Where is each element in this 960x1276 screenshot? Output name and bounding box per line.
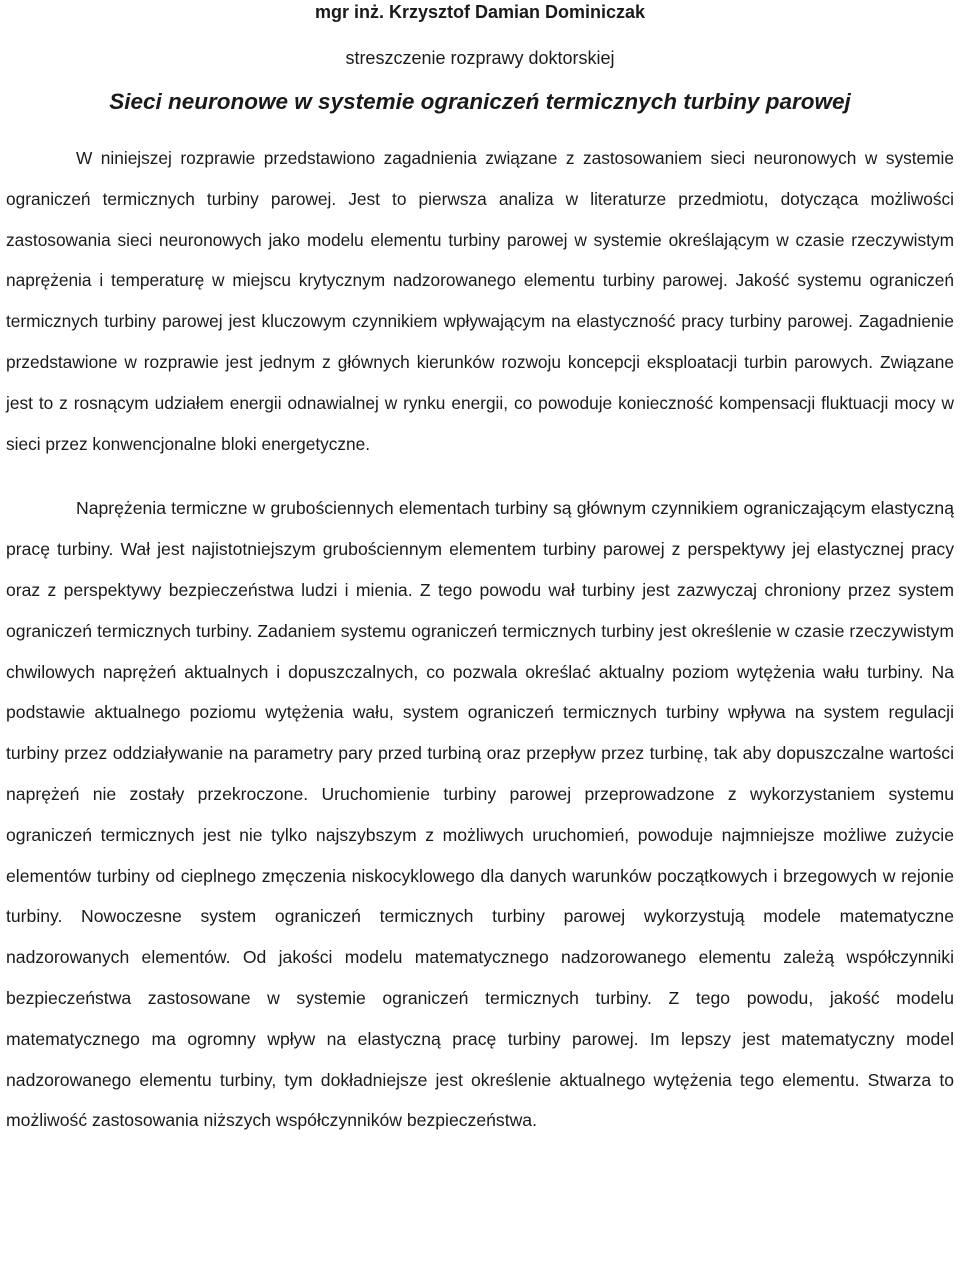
author-name: mgr inż. Krzysztof Damian Dominiczak bbox=[314, 2, 646, 22]
document-title: Sieci neuronowe w systemie ograniczeń termicznych turbiny parowej bbox=[109, 89, 851, 114]
document-subtitle: streszczenie rozprawy doktorskiej bbox=[345, 48, 615, 68]
body-paragraph-2: Naprężenia termiczne w grubościennych elementach turbiny są głównym czynnikiem ograniczającym elastyczną pracę turbiny. Wał jest najistotniejszym grubościennym elementem turbiny parowej z perspektywy jej elastycznej pracy oraz z perspektywy bezpieczeństwa ludzi i mienia. Z tego powodu wał turbiny jest zazwyczaj chroniony przez system ograniczeń termicznych turbiny. Zadaniem systemu ograniczeń termicznych turbiny jest określenie w czasie rzeczywistym chwilowych naprężeń aktualnych i dopuszczalnych, co pozwala określać aktualny poziom wytężenia wału turbiny. Na podstawie aktualnego poziomu wytężenia wału, system ograniczeń termicznych turbiny wpływa na system regulacji turbiny przez oddziaływanie na parametry pary przed turbiną oraz przepływ przez turbinę, tak aby dopuszczalne wartości naprężeń nie zostały przekroczone. Uruchomienie turbiny parowej przeprowadzone z wykorzystaniem systemu ograniczeń termicznych jest nie tylko najszybszym z możliwych uruchomień, powoduje najmniejsze możliwe zużycie elementów turbiny od cieplnego zmęczenia niskocyklowego dla danych warunków początkowych i brzegowych w rejonie turbiny. Nowoczesne system ograniczeń termicznych turbiny parowej wykorzystują modele matematyczne nadzorowanych elementów. Od jakości modelu matematycznego nadzorowanego elementu zależą współczynniki bezpieczeństwa zastosowane w systemie ograniczeń termicznych turbiny. Z tego powodu, jakość modelu matematycznego ma ogromny wpływ na elastyczną pracę turbiny parowej. Im lepszy jest matematyczny model nadzorowanego elementu turbiny, tym dokładniejsze jest określenie aktualnego wytężenia tego elementu. Stwarza to możliwość zastosowania niższych współczynników bezpieczeństwa. bbox=[6, 498, 954, 1131]
body-paragraph-1: W niniejszej rozprawie przedstawiono zagadnienia związane z zastosowaniem sieci neuronowych w systemie ograniczeń termicznych turbiny parowej. Jest to pierwsza analiza w literaturze przedmiotu, dotycząca możliwości zastosowania sieci neuronowych jako modelu elementu turbiny parowej w systemie określającym w czasie rzeczywistym naprężenia i temperaturę w miejscu krytycznym nadzorowanego elementu turbiny parowej. Jakość systemu ograniczeń termicznych turbiny parowej jest kluczowym czynnikiem wpływającym na elastyczność pracy turbiny parowej. Zagadnienie przedstawione w rozprawie jest jednym z głównych kierunków rozwoju koncepcji eksploatacji turbin parowych. Związane jest to z rosnącym udziałem energii odnawialnej w rynku energii, co powoduje konieczność kompensacji fluktuacji mocy w sieci przez konwencjonalne bloki energetyczne. bbox=[6, 148, 954, 454]
